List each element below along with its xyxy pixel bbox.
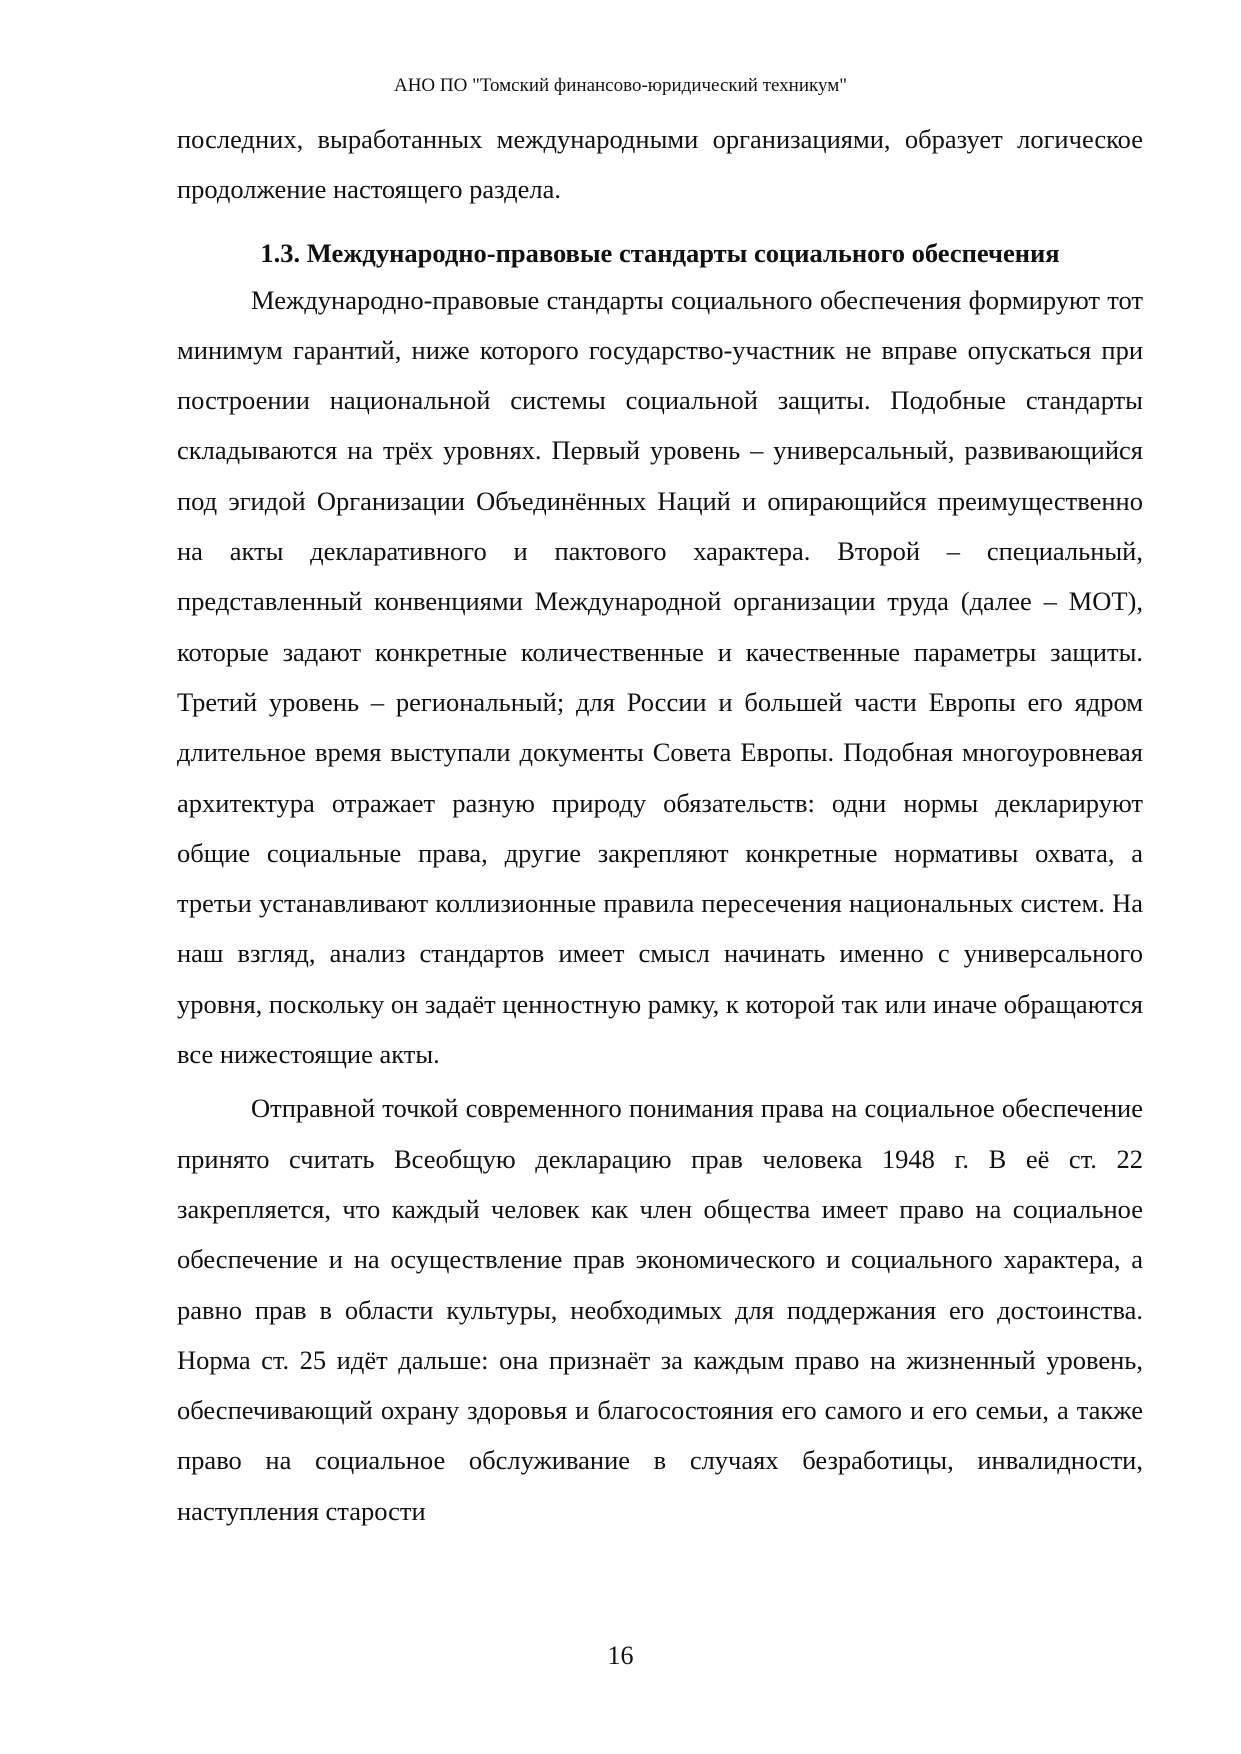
page-number: 16 bbox=[607, 1641, 634, 1670]
paragraph-universal-declaration: Отправной точкой современного понимания права на социальное обеспечение принято считать Всеобщую декларацию прав человека 1948 г. В её ст. 22 закрепляется, что каждый человек как член общества имеет право на социальное обеспечение и на осуществление прав экономического и социального характера, а равно прав в области культуры, необходимых для поддержания его достоинства. Норма ст. 25 идёт дальше: она признаёт за каждым право на жизненный уровень, обеспечивающий охрану здоровья и благосостояния его самого и его семьи, а также право на социальное обслуживание в случаях безработицы, инвалидности, наступления старости bbox=[177, 1093, 1143, 1526]
paragraph-standards-levels: Международно-правовые стандарты социального обеспечения формируют тот минимум гарантий, ниже которого государство-участник не вправе опускаться при построении национальной системы социальной защиты. Подобные стандарты складываются на трёх уровнях. Первый уровень – универсальный, развивающийся под эгидой Организации Объединённых Наций и опирающийся преимущественно на акты декларативного и пактового характера. Второй – специальный, представленный конвенциями Международной организации труда (далее – МОТ), которые задают конкретные количественные и качественные параметры защиты. Третий уровень – региональный; для России и большей части Европы его ядром длительное время выступали документы Совета Европы. Подобная многоуровневая архитектура отражает разную природу обязательств: одни нормы декларируют общие социальные права, другие закрепляют конкретные нормативы охвата, а третьи устанавливают коллизионные правила пересечения национальных систем. На наш взгляд, анализ стандартов имеет смысл начинать именно с универсального уровня, поскольку он задаёт ценностную рамку, к которой так или иначе обращаются все нижестоящие акты. bbox=[177, 284, 1143, 1070]
document-body bbox=[177, 114, 1143, 1536]
running-header: АНО ПО "Томский финансово-юридический техникум" bbox=[393, 75, 848, 96]
continuation-paragraph: последних, выработанных международными организациями, образует логическое продолжение настоящего раздела. bbox=[177, 124, 1143, 205]
section-heading: 1.3. Международно-правовые стандарты социального обеспечения bbox=[260, 237, 1060, 268]
